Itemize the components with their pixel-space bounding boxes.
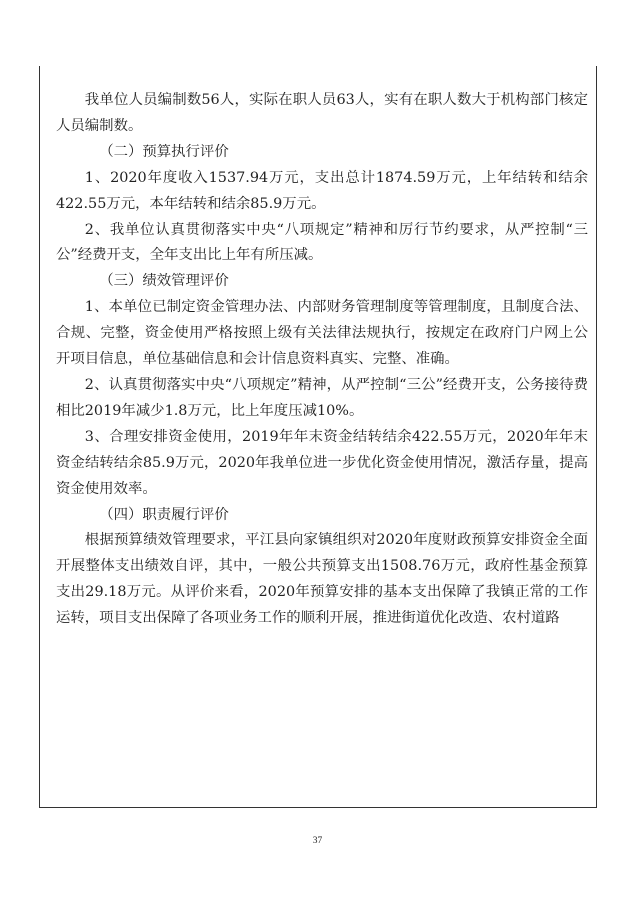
page-number: 37 — [312, 836, 323, 846]
paragraph-staffing: 我单位人员编制数56人，实际在职人员63人，实有在职人数大于机构部门核定人员编制数。 — [56, 92, 588, 134]
paragraph-eight-rules: 2、我单位认真贯彻落实中央“八项规定”精神和厉行节约要求，从严控制“三公”经费开支，全年支出比上年有所压减。 — [56, 221, 588, 264]
paragraph-three-public-expenses: 2、认真贯彻落实中央“八项规定”精神，从严控制“三公”经费开支，公务接待费相比2019年减少1.8万元，比上年度压减10%。 — [56, 376, 588, 419]
paragraph-management-system: 1、本单位已制定资金管理办法、内部财务管理制度等管理制度，且制度合法、合规、完整，资金使用严格按照上级有关法律法规执行，按规定在政府门户网上公开项目信息，单位基础信息和会计信息资料真实、完整、准确。 — [56, 299, 588, 368]
paragraph-self-evaluation: 根据预算绩效管理要求，平江县向家镇组织对2020年度财政预算安排资金全面开展整体支出绩效自评，其中，一般公共预算支出1508.76万元，政府性基金预算支出29.18万元。从评价来看，2020年预算安排的基本支出保障了我镇正常的工作运转，项目支出保障了各项业务工作的顺利开展，推进街道优化改造、农村道路 — [56, 532, 588, 627]
paragraph-income-expenditure: 1、2020年度收入1537.94万元，支出总计1874.59万元，上年结转和结余422.55万元，本年结转和结余85.9万元。 — [56, 169, 588, 212]
heading-performance-management: （三）绩效管理评价 — [99, 273, 229, 290]
heading-duty-performance: （四）职责履行评价 — [99, 506, 229, 523]
heading-budget-execution: （二）预算执行评价 — [99, 143, 229, 160]
document-body — [56, 88, 588, 632]
paragraph-fund-usage: 3、合理安排资金使用，2019年年末资金结转结余422.55万元，2020年年末资金结转结余85.9万元，2020年我单位进一步优化资金使用情况，激活存量，提高资金使用效率。 — [56, 428, 588, 497]
